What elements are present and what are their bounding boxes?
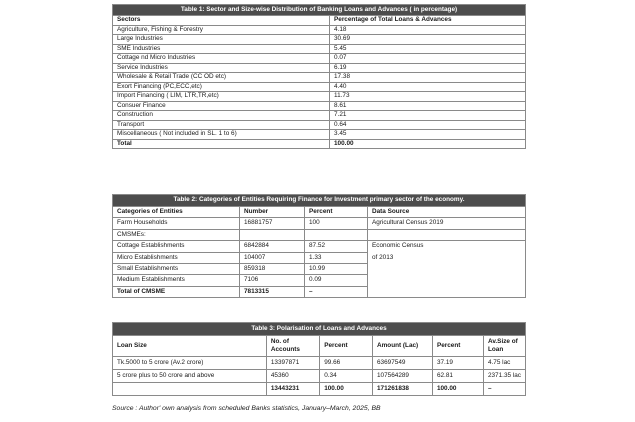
table-row-total: [113, 383, 526, 396]
source-cell: [368, 286, 526, 297]
loan-size-cell: [113, 383, 267, 396]
category-cell: Micro Establishments: [113, 252, 240, 263]
number-cell: 104007: [240, 252, 305, 263]
accounts-cell: 45360: [266, 370, 319, 383]
sector-cell: Import Financing ( LIM, LTR,TR,etc): [113, 92, 330, 102]
table-row: [113, 101, 526, 111]
sector-cell: Agriculture, Fishing & Forestry: [113, 25, 330, 35]
category-cell: CMSMEs:: [113, 229, 240, 240]
sector-cell: Wholesale & Retail Trade (CC OD etc): [113, 73, 330, 83]
percent-cell: 4.40: [330, 82, 526, 92]
percent-cell: 87.52: [305, 241, 368, 252]
percent-cell: 1.33: [305, 252, 368, 263]
percent-cell: 0.07: [330, 54, 526, 64]
percent-cell: 11.73: [330, 92, 526, 102]
percent-cell: [305, 229, 368, 240]
total-number: 7813315: [240, 286, 305, 297]
sector-cell: Exort Financing (PC,ECC,etc): [113, 82, 330, 92]
total-label: Total of CMSME: [113, 286, 240, 297]
percent-cell: 7.21: [330, 111, 526, 121]
category-cell: Small Establishments: [113, 263, 240, 274]
table2-header-category: Categories of Entities: [113, 207, 240, 218]
table-row: [113, 263, 526, 274]
table3-header-loan-size: Loan Size: [113, 336, 267, 357]
table-sector-distribution: [112, 4, 526, 149]
total-avg-size: –: [483, 383, 525, 396]
number-cell: 859318: [240, 263, 305, 274]
table-row: [113, 73, 526, 83]
category-cell: Cottage Establishments: [113, 241, 240, 252]
table-row: [113, 25, 526, 35]
sector-cell: Cottage nd Micro Industries: [113, 54, 330, 64]
accounts-cell: 13397871: [266, 357, 319, 370]
percent-cell: 99.66: [320, 357, 373, 370]
loan-size-cell: Tk.5000 to 5 crore (Av.2 crore): [113, 357, 267, 370]
source-cell: Agricultural Census 2019: [368, 218, 526, 229]
sector-cell: Large Industries: [113, 35, 330, 45]
table-row-total: [113, 286, 526, 297]
table-row: [113, 370, 526, 383]
table1-header-percentage: Percentage of Total Loans & Advances: [330, 16, 526, 26]
table-row-total: [113, 139, 526, 149]
total-percent: –: [305, 286, 368, 297]
sector-cell: Service Industries: [113, 63, 330, 73]
table2-header-percent: Percent: [305, 207, 368, 218]
table-row: [113, 252, 526, 263]
table3-header-percent-amount: Percent: [432, 336, 483, 357]
table-entity-categories: [112, 194, 526, 298]
sector-cell: Transport: [113, 120, 330, 130]
sector-cell: Construction: [113, 111, 330, 121]
table3-header-amount: Amount (Lac): [373, 336, 433, 357]
table-row: [113, 130, 526, 140]
category-cell: Medium Establishments: [113, 275, 240, 286]
number-cell: [240, 229, 305, 240]
table-row: [113, 275, 526, 286]
source-cell: Economic Census: [368, 241, 526, 252]
table-row: [113, 54, 526, 64]
percent-cell: 4.18: [330, 25, 526, 35]
loan-size-cell: 5 crore plus to 50 crore and above: [113, 370, 267, 383]
sector-cell: Consuer Finance: [113, 101, 330, 111]
source-cell: [368, 229, 526, 240]
table2-header-number: Number: [240, 207, 305, 218]
table-row: [113, 44, 526, 54]
source-cell: [368, 275, 526, 286]
amount-cell: 63697549: [373, 357, 433, 370]
table2-caption: Table 2: Categories of Entities Requiring Finance for Investment primary sector of the economy.: [113, 195, 526, 207]
total-label: Total: [113, 139, 330, 149]
number-cell: 16881757: [240, 218, 305, 229]
number-cell: 7106: [240, 275, 305, 286]
amount-cell: 107564289: [373, 370, 433, 383]
percent-cell: 0.34: [320, 370, 373, 383]
total-amount: 171261838: [373, 383, 433, 396]
table3-header-avg-size: Av.Size of Loan: [483, 336, 525, 357]
table2-header-source: Data Source: [368, 207, 526, 218]
table-row: [113, 218, 526, 229]
table-row: [113, 63, 526, 73]
percent-cell: 10.99: [305, 263, 368, 274]
table-row: [113, 120, 526, 130]
sector-cell: Miscellaneous ( Not included in SL. 1 to 6): [113, 130, 330, 140]
avg-size-cell: 2371.35 lac: [483, 370, 525, 383]
avg-size-cell: 4.75 lac: [483, 357, 525, 370]
table-row: [113, 111, 526, 121]
sector-cell: SME Industries: [113, 44, 330, 54]
table3-header-percent: Percent: [320, 336, 373, 357]
table-row: [113, 82, 526, 92]
percent-cell: 3.45: [330, 130, 526, 140]
percent-cell: 100: [305, 218, 368, 229]
total-accounts: 13443231: [266, 383, 319, 396]
percent-cell: 6.19: [330, 63, 526, 73]
total-percent: 100.00: [320, 383, 373, 396]
table1-header-sectors: Sectors: [113, 16, 330, 26]
source-cell: [368, 263, 526, 274]
table-loan-polarisation: [112, 322, 526, 396]
percent-cell: 17.38: [330, 73, 526, 83]
percent-cell: 5.45: [330, 44, 526, 54]
table3-caption: Table 3: Polarisation of Loans and Advances: [113, 323, 526, 336]
table-row: [113, 357, 526, 370]
percent-cell: 37.19: [432, 357, 483, 370]
table-row: [113, 35, 526, 45]
table3-header-accounts: No. of Accounts: [266, 336, 319, 357]
percent-cell: 0.09: [305, 275, 368, 286]
table1-caption: Table 1: Sector and Size-wise Distribution of Banking Loans and Advances ( in percentage): [113, 5, 526, 16]
percent-cell: 8.61: [330, 101, 526, 111]
table-row: [113, 229, 526, 240]
percent-cell: 0.64: [330, 120, 526, 130]
source-cell: of 2013: [368, 252, 526, 263]
table-row: [113, 241, 526, 252]
percent-cell: 30.69: [330, 35, 526, 45]
total-percent-amount: 100.00: [432, 383, 483, 396]
source-note: Source : Author' own analysis from scheduled Banks statistics, January–March, 2025, BB: [112, 405, 381, 412]
table-row: [113, 92, 526, 102]
percent-cell: 62.81: [432, 370, 483, 383]
total-value: 100.00: [330, 139, 526, 149]
number-cell: 6842884: [240, 241, 305, 252]
category-cell: Farm Households: [113, 218, 240, 229]
